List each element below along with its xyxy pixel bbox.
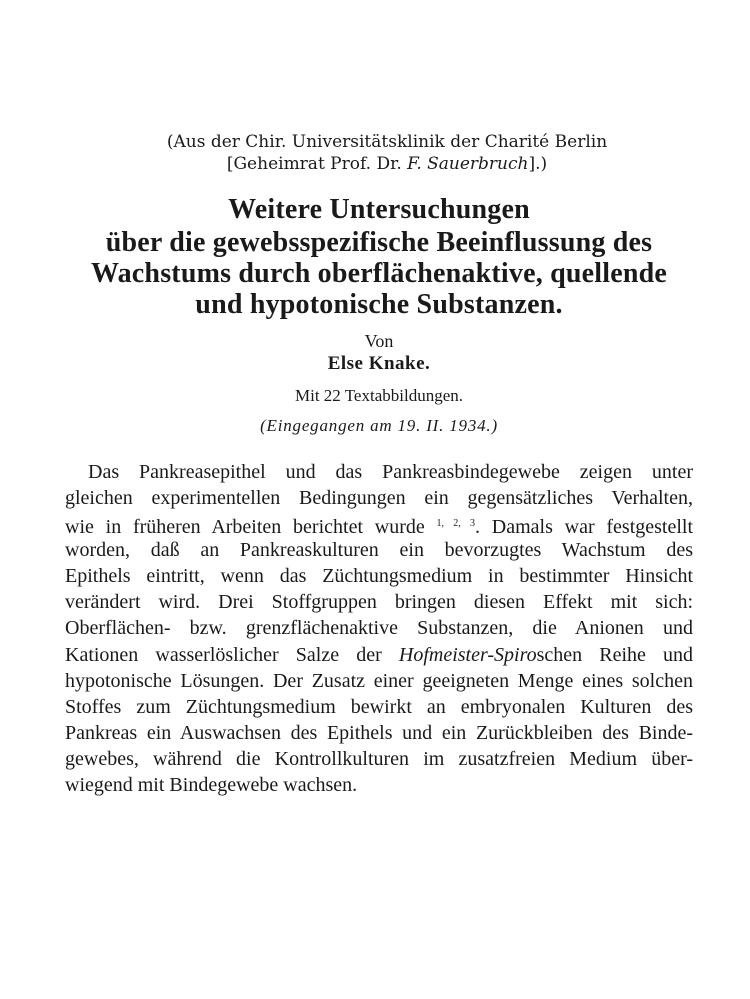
body-line-9: hypotonische Lösungen. Der Zusatz einer geeigneten Menge eines solchen [65, 670, 693, 692]
body-line-3-rest: . Damals war festgestellt [475, 516, 694, 538]
body-line-8-post: schen Reihe und [536, 644, 694, 666]
body-line-11: Pankreas ein Auswachsen des Epithels und ein Zurückbleiben des Binde- [65, 722, 693, 744]
byline-von: Von [364, 331, 394, 351]
body-line-6: verändert wird. Drei Stoffgruppen bringen diesen Effekt mit sich: [65, 591, 693, 613]
body-line-3 [65, 512, 693, 539]
figure-count: Mit 22 Textabbildungen. [294, 386, 463, 405]
title-line-2: über die gewebsspezifische Beeinflussung des [105, 227, 653, 258]
body-line-10: Stoffes zum Züchtungsmedium bewirkt an embryonalen Kulturen des [65, 696, 693, 718]
body-line-2: gleichen experimentellen Bedingungen ein gegensätzliches Verhalten, [65, 487, 693, 509]
title-line-1: Weitere Untersuchungen [228, 194, 530, 225]
author-name: Else Knake. [327, 353, 431, 374]
affiliation-line-2 [12, 153, 750, 175]
body-line-8-pre: Kationen wasserlöslicher Salze der [65, 644, 399, 666]
body-line-13: wiegend mit Bindegewebe wachsen. [65, 774, 358, 796]
reference-markers: 1, 2, 3 [436, 518, 476, 529]
body-line-7: Oberflächen- bzw. grenzflächenaktive Substanzen, die Anionen und [65, 617, 693, 639]
affiliation-prefix: [Geheimrat Prof. Dr. [226, 154, 408, 174]
body-line-1: Das Pankreasepithel und das Pankreasbindegewebe zeigen unter [88, 461, 693, 483]
title-line-3: Wachstums durch oberflächenaktive, quellende [90, 258, 668, 289]
body-line-3-text: wie in früheren Arbeiten berichtet wurde [65, 516, 425, 538]
affiliation-suffix: ].) [528, 154, 548, 174]
body-line-12: gewebes, während die Kontrollkulturen im zusatzfreien Medium über- [65, 748, 693, 770]
body-line-5: Epithels eintritt, wenn das Züchtungsmedium in bestimmter Hinsicht [65, 565, 693, 587]
received-date: (Eingegangen am 19. II. 1934.) [260, 416, 498, 435]
affiliation-line-1: (Aus der Chir. Universitätsklinik der Charité Berlin [166, 132, 608, 152]
affiliation-director-name: F. Sauerbruch [407, 154, 529, 174]
body-line-4: worden, daß an Pankreaskulturen ein bevorzugtes Wachstum des [65, 539, 693, 561]
title-line-4: und hypotonische Substanzen. [195, 289, 563, 320]
body-line-8 [65, 643, 693, 667]
series-author-names: Hofmeister-Spiro [398, 644, 537, 666]
